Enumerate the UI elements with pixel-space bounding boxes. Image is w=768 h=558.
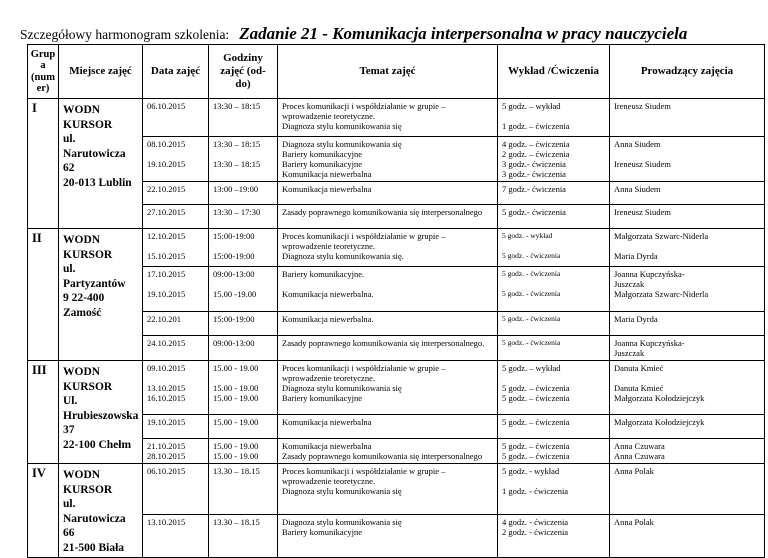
row-date: 27.10.2015 — [143, 205, 209, 229]
row-hours: 13.30 – 18.15 — [209, 514, 278, 557]
row-topic: Diagnoza stylu komunikowania się Bariery komunikacyjne — [278, 514, 498, 557]
row-hours: 13.30 – 18.15 — [209, 464, 278, 515]
row-type: 5 godz. – wykład 1 godz. – ćwiczenia — [498, 99, 610, 137]
row-date: 06.10.2015 — [143, 99, 209, 137]
row-type: 5 godz. - ćwiczenia — [498, 336, 610, 361]
row-type: 5 godz. – ćwiczenia 5 godz. – ćwiczenia — [498, 439, 610, 464]
row-topic: Komunikacja niewerbalna — [278, 415, 498, 439]
row-teacher: Małgorzata Kołodziejczyk — [610, 415, 765, 439]
table-row — [28, 99, 765, 137]
group-number: I — [28, 99, 59, 229]
row-type: 5 godz.- ćwiczenia — [498, 205, 610, 229]
row-hours: 13:30 – 18:15 — [209, 99, 278, 137]
row-topic: Komunikacja niewerbalna — [278, 182, 498, 205]
table-row — [28, 464, 765, 515]
row-teacher: Anna Czuwara Anna Czuwara — [610, 439, 765, 464]
title-main: Zadanie 21 - Komunikacja interpersonalna w pracy nauczyciela — [239, 24, 688, 43]
row-topic: Komunikacja niewerbalna Zasady poprawnego komunikowania się interpersonalnego — [278, 439, 498, 464]
row-type: 5 godz. - ćwiczenia 5 godz. - ćwiczenia — [498, 267, 610, 312]
table-row — [28, 361, 765, 415]
group-number: II — [28, 229, 59, 361]
row-type: 5 godz. – ćwiczenia — [498, 415, 610, 439]
header-place: Miejsce zajęć — [59, 45, 143, 99]
row-date: 17.10.2015 19.10.2015 — [143, 267, 209, 312]
row-hours: 15.00 - 19.00 — [209, 415, 278, 439]
row-date: 22.10.201 — [143, 312, 209, 336]
row-teacher: Anna Polak — [610, 514, 765, 557]
row-date: 21.10.2015 28.10.2015 — [143, 439, 209, 464]
row-date: 19.10.2015 — [143, 415, 209, 439]
row-topic: Zasady poprawnego komunikowania się interpersonalnego. — [278, 336, 498, 361]
row-teacher: Anna Siudem — [610, 182, 765, 205]
header-hours: Godziny zajęć (od-do) — [209, 45, 278, 99]
row-teacher: Anna Siudem Ireneusz Siudem — [610, 137, 765, 182]
group-place: WODN KURSOR ul. Narutowicza 62 20-013 Lublin — [59, 99, 143, 229]
row-type: 5 godz. - wykład 5 godz. - ćwiczenia — [498, 229, 610, 267]
row-topic: Diagnoza stylu komunikowania się Bariery komunikacyjne Bariery komunikacyjne Komunikacja niewerbalna — [278, 137, 498, 182]
row-hours: 15:00-19:00 15:00-19:00 — [209, 229, 278, 267]
row-topic: Proces komunikacji i współdziałanie w grupie – wprowadzenie teoretyczne. Diagnoza stylu komunikowania się Bariery komunikacyjne — [278, 361, 498, 415]
row-topic: Proces komunikacji i współdziałanie w grupie – wprowadzenie teoretyczne. Diagnoza stylu komunikowania się — [278, 464, 498, 515]
group-place: WODN KURSOR ul. Partyzantów 9 22-400 Zamość — [59, 229, 143, 361]
row-date: 09.10.2015 13.10.2015 16.10.2015 — [143, 361, 209, 415]
header-row — [28, 45, 765, 99]
row-type: 5 godz. - ćwiczenia — [498, 312, 610, 336]
row-hours: 13:30 – 17:30 — [209, 205, 278, 229]
row-type: 7 godz.- ćwiczenia — [498, 182, 610, 205]
schedule-table — [27, 44, 765, 558]
document-title — [20, 24, 687, 44]
row-topic: Proces komunikacji i współdziałanie w grupie – wprowadzenie teoretyczne. Diagnoza stylu komunikowania się — [278, 99, 498, 137]
row-date: 13.10.2015 — [143, 514, 209, 557]
row-hours: 09:00-13:00 15.00 -19.00 — [209, 267, 278, 312]
row-teacher: Małgorzata Szwarc-Niderla Maria Dyrda — [610, 229, 765, 267]
row-type: 5 godz. - wykład 1 godz. - ćwiczenia — [498, 464, 610, 515]
row-teacher: Ireneusz Siudem — [610, 99, 765, 137]
group-place: WODN KURSOR Ul. Hrubieszowska 37 22-100 Chełm — [59, 361, 143, 464]
row-hours: 15.00 - 19.00 15.00 - 19.00 — [209, 439, 278, 464]
row-date: 22.10.2015 — [143, 182, 209, 205]
row-date: 24.10.2015 — [143, 336, 209, 361]
row-date: 12.10.2015 15.10.2015 — [143, 229, 209, 267]
header-date: Data zajęć — [143, 45, 209, 99]
row-hours: 15:00-19:00 — [209, 312, 278, 336]
row-date: 06.10.2015 — [143, 464, 209, 515]
row-hours: 13:00 –19:00 — [209, 182, 278, 205]
row-hours: 15.00 - 19.00 15.00 - 19.00 15.00 - 19.00 — [209, 361, 278, 415]
row-type: 5 godz. – wykład 5 godz. – ćwiczenia 5 godz. – ćwiczenia — [498, 361, 610, 415]
row-type: 4 godz. – ćwiczenia 2 godz. – ćwiczenia 3 godz.- ćwiczenia 3 godz.- ćwiczenia — [498, 137, 610, 182]
row-topic: Proces komunikacji i współdziałanie w grupie – wprowadzenie teoretyczne. Diagnoza stylu komunikowania się. — [278, 229, 498, 267]
row-hours: 09:00-13:00 — [209, 336, 278, 361]
group-number: III — [28, 361, 59, 464]
row-hours: 13:30 – 18:15 13:30 – 18:15 — [209, 137, 278, 182]
table-row — [28, 229, 765, 267]
row-teacher: Joanna Kupczyńska- Juszczak — [610, 336, 765, 361]
header-teacher: Prowadzący zajęcia — [610, 45, 765, 99]
row-type: 4 godz. - ćwiczenia 2 godz. - ćwiczenia — [498, 514, 610, 557]
row-topic: Komunikacja niewerbalna. — [278, 312, 498, 336]
row-teacher: Ireneusz Siudem — [610, 205, 765, 229]
header-type: Wykład /Ćwiczenia — [498, 45, 610, 99]
row-date: 08.10.2015 19.10.2015 — [143, 137, 209, 182]
header-topic: Temat zajęć — [278, 45, 498, 99]
group-place: WODN KURSOR ul. Narutowicza 66 21-500 Biała — [59, 464, 143, 558]
row-teacher: Joanna Kupczyńska- Juszczak Małgorzata Szwarc-Niderla — [610, 267, 765, 312]
header-group: Grup a (num er) — [28, 45, 59, 99]
row-topic: Bariery komunikacyjne. Komunikacja niewerbalna. — [278, 267, 498, 312]
row-teacher: Anna Polak — [610, 464, 765, 515]
row-topic: Zasady poprawnego komunikowania się interpersonalnego — [278, 205, 498, 229]
row-teacher: Maria Dyrda — [610, 312, 765, 336]
row-teacher: Danuta Kmieć Danuta Kmieć Małgorzata Kołodziejczyk — [610, 361, 765, 415]
title-lead: Szczegółowy harmonogram szkolenia: — [20, 27, 230, 42]
group-number: IV — [28, 464, 59, 558]
